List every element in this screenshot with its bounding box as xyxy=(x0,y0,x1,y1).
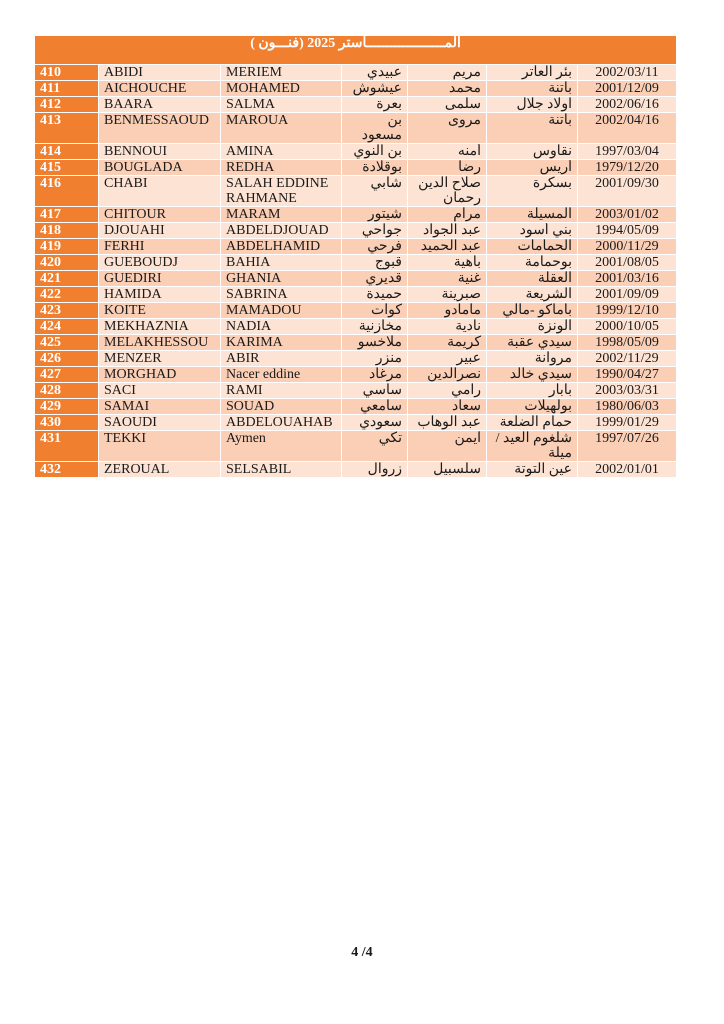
last-name: DJOUAHI xyxy=(99,223,221,239)
last-name: MEKHAZNIA xyxy=(99,319,221,335)
last-name: CHITOUR xyxy=(99,207,221,223)
birth-date: 1994/05/09 xyxy=(578,223,677,239)
birth-date: 1997/07/26 xyxy=(578,431,677,462)
first-name: GHANIA xyxy=(221,271,342,287)
last-name-arabic: بعرة xyxy=(342,97,408,113)
last-name-arabic: ملاخسو xyxy=(342,335,408,351)
first-name-arabic: عبد الجواد xyxy=(408,223,487,239)
first-name: KARIMA xyxy=(221,335,342,351)
last-name: MORGHAD xyxy=(99,367,221,383)
table-row xyxy=(35,335,677,351)
first-name-arabic: نصرالدين xyxy=(408,367,487,383)
student-number: 426 xyxy=(35,351,99,367)
first-name-arabic: رامي xyxy=(408,383,487,399)
last-name: BENNOUI xyxy=(99,144,221,160)
birth-place: الشريعة xyxy=(487,287,578,303)
last-name-arabic: عيشوش xyxy=(342,81,408,97)
table-row xyxy=(35,207,677,223)
birth-place: باماكو -مالي xyxy=(487,303,578,319)
student-number: 414 xyxy=(35,144,99,160)
student-number: 410 xyxy=(35,65,99,81)
first-name: RAMI xyxy=(221,383,342,399)
last-name-arabic: تكي xyxy=(342,431,408,462)
first-name-arabic: رضا xyxy=(408,160,487,176)
birth-date: 1979/12/20 xyxy=(578,160,677,176)
first-name-arabic: كريمة xyxy=(408,335,487,351)
student-number: 411 xyxy=(35,81,99,97)
birth-date: 2001/08/05 xyxy=(578,255,677,271)
first-name-arabic: ايمن xyxy=(408,431,487,462)
table-row xyxy=(35,319,677,335)
last-name-arabic: سامعي xyxy=(342,399,408,415)
birth-place: بابار xyxy=(487,383,578,399)
first-name-arabic: نادية xyxy=(408,319,487,335)
first-name-arabic: مامادو xyxy=(408,303,487,319)
birth-place: المسيلة xyxy=(487,207,578,223)
last-name: CHABI xyxy=(99,176,221,207)
table-row xyxy=(35,351,677,367)
first-name: MARAM xyxy=(221,207,342,223)
birth-place: مروانة xyxy=(487,351,578,367)
last-name: BOUGLADA xyxy=(99,160,221,176)
student-number: 430 xyxy=(35,415,99,431)
birth-date: 2003/03/31 xyxy=(578,383,677,399)
title-row xyxy=(35,36,677,65)
last-name-arabic: قبوج xyxy=(342,255,408,271)
birth-place: بئر العاتر xyxy=(487,65,578,81)
birth-date: 2002/11/29 xyxy=(578,351,677,367)
table-row xyxy=(35,303,677,319)
last-name-arabic: سعودي xyxy=(342,415,408,431)
student-number: 421 xyxy=(35,271,99,287)
last-name-arabic: مرغاد xyxy=(342,367,408,383)
first-name-arabic: عبد الوهاب xyxy=(408,415,487,431)
first-name: SALAH EDDINE RAHMANE xyxy=(221,176,342,207)
first-name-arabic: غنية xyxy=(408,271,487,287)
birth-place: سيدي خالد xyxy=(487,367,578,383)
student-number: 413 xyxy=(35,113,99,144)
birth-date: 2001/09/30 xyxy=(578,176,677,207)
table-row xyxy=(35,255,677,271)
first-name: REDHA xyxy=(221,160,342,176)
table-row xyxy=(35,431,677,462)
student-number: 431 xyxy=(35,431,99,462)
first-name: MERIEM xyxy=(221,65,342,81)
birth-place: سيدي عقبة xyxy=(487,335,578,351)
first-name: MAMADOU xyxy=(221,303,342,319)
first-name: Nacer eddine xyxy=(221,367,342,383)
last-name: AICHOUCHE xyxy=(99,81,221,97)
birth-place: أريس xyxy=(487,160,578,176)
student-number: 429 xyxy=(35,399,99,415)
birth-place: بولهيلات xyxy=(487,399,578,415)
first-name-arabic: صبرينة xyxy=(408,287,487,303)
table-row xyxy=(35,223,677,239)
first-name-arabic: باهية xyxy=(408,255,487,271)
first-name-arabic: سعاد xyxy=(408,399,487,415)
first-name-arabic: عبير xyxy=(408,351,487,367)
first-name-arabic: أمنه xyxy=(408,144,487,160)
student-number: 423 xyxy=(35,303,99,319)
birth-date: 1999/01/29 xyxy=(578,415,677,431)
last-name: SACI xyxy=(99,383,221,399)
first-name: NADIA xyxy=(221,319,342,335)
first-name-arabic: مريم xyxy=(408,65,487,81)
student-number: 416 xyxy=(35,176,99,207)
table-row xyxy=(35,462,677,478)
last-name: FERHI xyxy=(99,239,221,255)
birth-date: 2000/11/29 xyxy=(578,239,677,255)
first-name: AMINA xyxy=(221,144,342,160)
first-name-arabic: محمد xyxy=(408,81,487,97)
birth-place: الحمامات xyxy=(487,239,578,255)
student-number: 420 xyxy=(35,255,99,271)
birth-place: شلغوم العيد / ميلة xyxy=(487,431,578,462)
last-name: KOITE xyxy=(99,303,221,319)
birth-place: بوحمامة xyxy=(487,255,578,271)
student-number: 422 xyxy=(35,287,99,303)
last-name-arabic: زروال xyxy=(342,462,408,478)
first-name: ABIR xyxy=(221,351,342,367)
table-row xyxy=(35,65,677,81)
first-name-arabic: سلسبيل xyxy=(408,462,487,478)
first-name: BAHIA xyxy=(221,255,342,271)
last-name-arabic: بن النوي xyxy=(342,144,408,160)
first-name: SOUAD xyxy=(221,399,342,415)
birth-date: 2002/06/16 xyxy=(578,97,677,113)
birth-date: 1980/06/03 xyxy=(578,399,677,415)
student-number: 428 xyxy=(35,383,99,399)
student-number: 427 xyxy=(35,367,99,383)
student-number: 415 xyxy=(35,160,99,176)
last-name-arabic: فرحي xyxy=(342,239,408,255)
first-name: ABDELDJOUAD xyxy=(221,223,342,239)
table-row xyxy=(35,239,677,255)
last-name: TEKKI xyxy=(99,431,221,462)
last-name-arabic: حميدة xyxy=(342,287,408,303)
birth-date: 2001/12/09 xyxy=(578,81,677,97)
last-name: ABIDI xyxy=(99,65,221,81)
last-name: GUEBOUDJ xyxy=(99,255,221,271)
last-name-arabic: شيتور xyxy=(342,207,408,223)
table-row xyxy=(35,383,677,399)
first-name-arabic: سلمى xyxy=(408,97,487,113)
table-row xyxy=(35,81,677,97)
last-name-arabic: مخازنية xyxy=(342,319,408,335)
last-name-arabic: ساسي xyxy=(342,383,408,399)
first-name-arabic: عبد الحميد xyxy=(408,239,487,255)
birth-place: بني أسود xyxy=(487,223,578,239)
last-name-arabic: منزر xyxy=(342,351,408,367)
birth-date: 2002/01/01 xyxy=(578,462,677,478)
first-name: MOHAMED xyxy=(221,81,342,97)
birth-place: حمام الضلعة xyxy=(487,415,578,431)
first-name: MAROUA xyxy=(221,113,342,144)
roster-table xyxy=(34,35,677,478)
birth-place: باتنة xyxy=(487,113,578,144)
last-name-arabic: بن مسعود xyxy=(342,113,408,144)
student-number: 432 xyxy=(35,462,99,478)
birth-place: الونزة xyxy=(487,319,578,335)
birth-date: 1990/04/27 xyxy=(578,367,677,383)
last-name: BAARA xyxy=(99,97,221,113)
birth-date: 1999/12/10 xyxy=(578,303,677,319)
birth-place: اولاد جلال xyxy=(487,97,578,113)
first-name-arabic: صلاح الدين رحمان xyxy=(408,176,487,207)
birth-date: 1997/03/04 xyxy=(578,144,677,160)
table-row xyxy=(35,399,677,415)
last-name-arabic: جواحي xyxy=(342,223,408,239)
table-row xyxy=(35,287,677,303)
last-name-arabic: قديري xyxy=(342,271,408,287)
first-name: Aymen xyxy=(221,431,342,462)
table-row xyxy=(35,97,677,113)
first-name: SELSABIL xyxy=(221,462,342,478)
first-name: SALMA xyxy=(221,97,342,113)
birth-place: نقاوس xyxy=(487,144,578,160)
page-title: المـــــــــــــــــــاستر 2025 (فنـــون ) xyxy=(35,36,677,65)
student-number: 418 xyxy=(35,223,99,239)
table-row xyxy=(35,415,677,431)
table-row xyxy=(35,160,677,176)
birth-date: 2002/04/16 xyxy=(578,113,677,144)
birth-date: 1998/05/09 xyxy=(578,335,677,351)
last-name: SAOUDI xyxy=(99,415,221,431)
student-number: 419 xyxy=(35,239,99,255)
first-name-arabic: مرام xyxy=(408,207,487,223)
last-name-arabic: كوات xyxy=(342,303,408,319)
student-number: 424 xyxy=(35,319,99,335)
first-name: ABDELOUAHAB xyxy=(221,415,342,431)
student-number: 412 xyxy=(35,97,99,113)
last-name: SAMAI xyxy=(99,399,221,415)
last-name: MENZER xyxy=(99,351,221,367)
table-row xyxy=(35,367,677,383)
last-name: HAMIDA xyxy=(99,287,221,303)
birth-date: 2003/01/02 xyxy=(578,207,677,223)
last-name-arabic: عبيدي xyxy=(342,65,408,81)
birth-date: 2001/09/09 xyxy=(578,287,677,303)
birth-place: باتنة xyxy=(487,81,578,97)
birth-place: بسكرة xyxy=(487,176,578,207)
birth-date: 2001/03/16 xyxy=(578,271,677,287)
last-name-arabic: شابي xyxy=(342,176,408,207)
birth-date: 2000/10/05 xyxy=(578,319,677,335)
table-row xyxy=(35,176,677,207)
last-name: BENMESSAOUD xyxy=(99,113,221,144)
birth-date: 2002/03/11 xyxy=(578,65,677,81)
student-number: 417 xyxy=(35,207,99,223)
first-name: ABDELHAMID xyxy=(221,239,342,255)
last-name: ZEROUAL xyxy=(99,462,221,478)
table-row xyxy=(35,271,677,287)
table-row xyxy=(35,113,677,144)
birth-place: العقلة xyxy=(487,271,578,287)
last-name: MELAKHESSOU xyxy=(99,335,221,351)
page-number: 4 /4 xyxy=(351,945,373,960)
first-name: SABRINA xyxy=(221,287,342,303)
first-name-arabic: مروى xyxy=(408,113,487,144)
student-number: 425 xyxy=(35,335,99,351)
table-row xyxy=(35,144,677,160)
last-name-arabic: بوقلادة xyxy=(342,160,408,176)
last-name: GUEDIRI xyxy=(99,271,221,287)
birth-place: عين التوتة xyxy=(487,462,578,478)
